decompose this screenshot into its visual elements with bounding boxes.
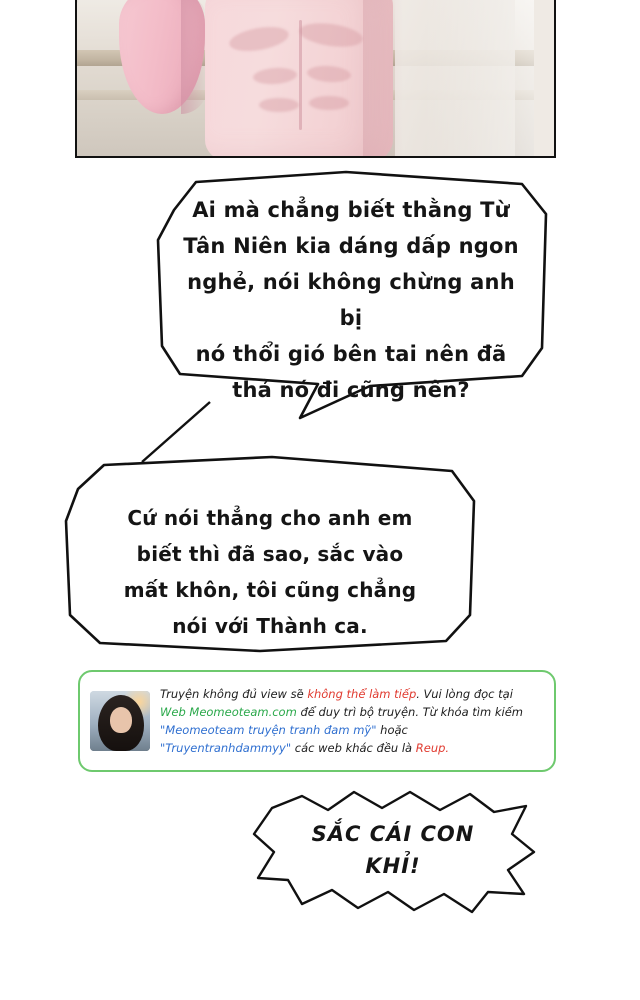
credit-line-1 [160, 685, 523, 703]
avatar [90, 691, 150, 751]
credit-text [160, 685, 523, 757]
credit-line-1-a: Truyện không đủ view sẽ [160, 687, 308, 701]
avatar-face [110, 707, 132, 733]
torso-muscle-shade [259, 98, 299, 112]
balloon-3-text: SẮC CÁI CON KHỈ! [311, 822, 475, 878]
character-arm-shadow [181, 0, 207, 114]
credit-line-2 [160, 703, 523, 721]
comic-panel-top [75, 0, 556, 158]
balloon-2-text: Cứ nói thẳng cho anh em biết thì đã sao, sắc vào mất khôn, tôi cũng chẳng nói với Thành ca. [123, 506, 417, 638]
credit-reup-warning: Reup. [415, 741, 450, 755]
watermark-credit-box [78, 670, 556, 772]
credit-line-3-b: hoặc [376, 723, 408, 737]
credit-line-1-c: . Vui lòng đọc tại [416, 687, 513, 701]
credit-site-name: Web Meomeoteam.com [160, 705, 297, 719]
torso-muscle-shade [309, 96, 349, 110]
panel-right-edge [534, 0, 556, 158]
credit-line-3 [160, 721, 523, 739]
torso-shadow [363, 0, 403, 158]
credit-line-4 [160, 739, 523, 757]
credit-line-2-b: để duy trì bộ truyện. Từ khóa tìm kiếm [296, 705, 523, 719]
credit-keyword-alt: "Truyentranhdammyy" [160, 741, 292, 755]
balloon-1-text: Ai mà chẳng biết thằng Từ Tân Niên kia dáng dấp ngon nghẻ, nói không chừng anh bị nó thổi gió bên tai nên đã thả nó đi cũng nên? [183, 198, 519, 402]
credit-line-1-highlight: không thể làm tiếp [307, 687, 417, 701]
credit-keyword: "Meomeoteam truyện tranh đam mỹ" [160, 723, 377, 737]
credit-line-4-b: các web khác đều là [291, 741, 416, 755]
torso-centerline [299, 20, 302, 130]
